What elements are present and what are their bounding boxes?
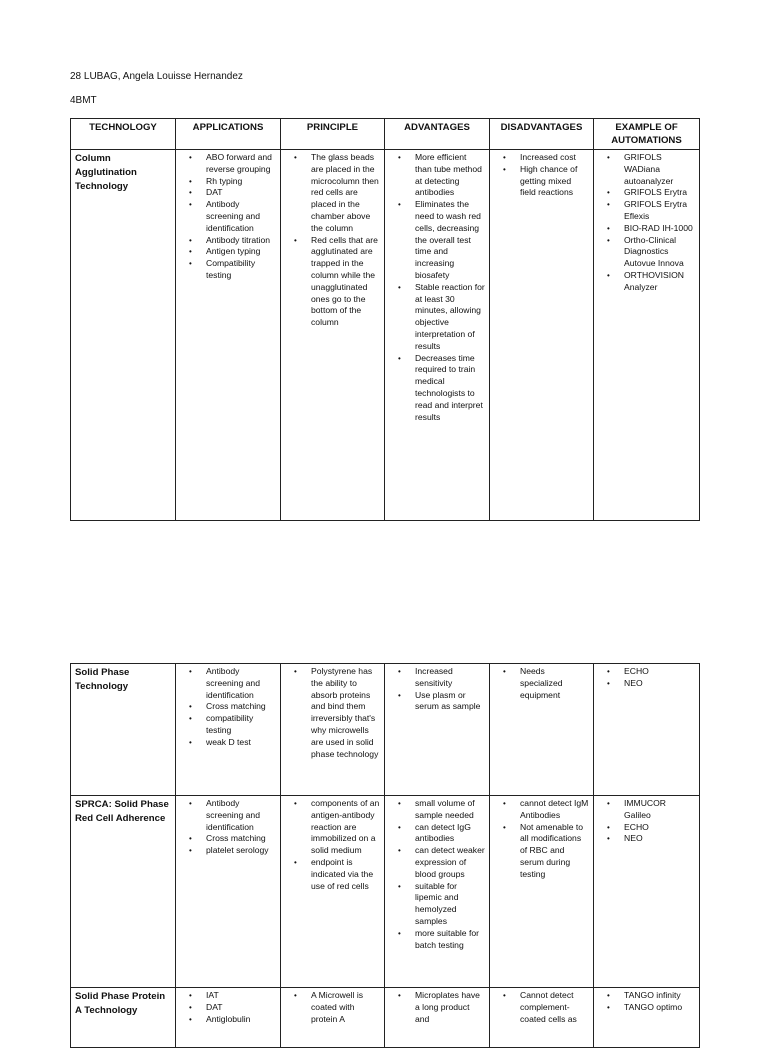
principle-cell — [281, 664, 385, 796]
list-item: • Microplates have a long product and — [415, 990, 485, 1025]
list-item: • platelet serology — [206, 845, 276, 857]
applications-list — [180, 152, 276, 282]
list-item: • Cross matching — [206, 833, 276, 845]
list-item: • NEO — [624, 833, 695, 845]
list-item: • IAT — [206, 990, 276, 1002]
principle-list — [285, 990, 380, 1025]
disadvantages-cell — [490, 150, 594, 521]
technology-cell: Column Agglutination Technology — [71, 150, 176, 521]
list-item: • Stable reaction for at least 30 minutes, allowing objective interpretation of results — [415, 282, 485, 353]
principle-list — [285, 152, 380, 329]
list-item: • DAT — [206, 1002, 276, 1014]
table-row — [71, 150, 700, 521]
table-row — [71, 796, 700, 988]
disadvantages-list — [494, 152, 589, 199]
list-item: • Antibody screening and identification — [206, 666, 276, 701]
comparison-table-2 — [70, 663, 700, 1048]
applications-list — [180, 798, 276, 857]
table-header-row — [71, 119, 700, 150]
list-item: • endpoint is indicated via the use of red cells — [311, 857, 380, 892]
list-item: • Needs specialized equipment — [520, 666, 589, 701]
automations-list — [598, 152, 695, 294]
comparison-table-1 — [70, 118, 700, 521]
list-item: • more suitable for batch testing — [415, 928, 485, 952]
table-row — [71, 664, 700, 796]
automations-cell — [594, 988, 700, 1048]
list-item: • DAT — [206, 187, 276, 199]
disadvantages-cell — [490, 796, 594, 988]
list-item: • Antiglobulin — [206, 1014, 276, 1026]
principle-cell — [281, 150, 385, 521]
column-header-applications: APPLICATIONS — [176, 119, 281, 150]
list-item: • can detect IgG antibodies — [415, 822, 485, 846]
column-header-principle: PRINCIPLE — [281, 119, 385, 150]
principle-cell — [281, 796, 385, 988]
list-item: • Antibody screening and identification — [206, 798, 276, 833]
automations-list — [598, 990, 695, 1014]
list-item: • BIO-RAD IH-1000 — [624, 223, 695, 235]
list-item: • TANGO infinity — [624, 990, 695, 1002]
automations-cell — [594, 664, 700, 796]
list-item: • ABO forward and reverse grouping — [206, 152, 276, 176]
list-item: • GRIFOLS WADiana autoanalyzer — [624, 152, 695, 187]
list-item: • Increased cost — [520, 152, 589, 164]
list-item: • Not amenable to all modifications of RBC and serum during testing — [520, 822, 589, 881]
applications-list — [180, 990, 276, 1025]
list-item: • cannot detect IgM Antibodies — [520, 798, 589, 822]
list-item: • GRIFOLS Erytra Eflexis — [624, 199, 695, 223]
list-item: • Eliminates the need to wash red cells, decreasing the overall test time and increasing biosafety — [415, 199, 485, 282]
table-row — [71, 988, 700, 1048]
technology-cell: Solid Phase Protein A Technology — [71, 988, 176, 1048]
principle-list — [285, 798, 380, 892]
list-item: • Antibody titration — [206, 235, 276, 247]
list-item: • Compatibility testing — [206, 258, 276, 282]
list-item: • ORTHOVISION Analyzer — [624, 270, 695, 294]
disadvantages-list — [494, 798, 589, 881]
column-header-disadvantages: DISADVANTAGES — [490, 119, 594, 150]
advantages-list — [389, 798, 485, 951]
list-item: • Use plasm or serum as sample — [415, 690, 485, 714]
list-item: • ECHO — [624, 666, 695, 678]
applications-cell — [176, 796, 281, 988]
student-name: 28 LUBAG, Angela Louisse Hernandez — [70, 71, 243, 82]
technology-cell: SPRCA: Solid Phase Red Cell Adherence — [71, 796, 176, 988]
student-section: 4BMT — [70, 95, 97, 106]
list-item: • suitable for lipemic and hemolyzed samples — [415, 881, 485, 928]
advantages-cell — [385, 796, 490, 988]
advantages-cell — [385, 150, 490, 521]
list-item: • Red cells that are agglutinated are trapped in the column while the unagglutinated ones go to the bottom of the column — [311, 235, 380, 329]
technology-cell: Solid Phase Technology — [71, 664, 176, 796]
principle-cell — [281, 988, 385, 1048]
list-item: • Polystyrene has the ability to absorb proteins and bind them irreversibly that's why microwells are used in solid phase technology — [311, 666, 380, 760]
list-item: • Rh typing — [206, 176, 276, 188]
list-item: • GRIFOLS Erytra — [624, 187, 695, 199]
list-item: • small volume of sample needed — [415, 798, 485, 822]
list-item: • components of an antigen-antibody reaction are immobilized on a solid medium — [311, 798, 380, 857]
automations-list — [598, 666, 695, 690]
applications-cell — [176, 988, 281, 1048]
list-item: • Cannot detect complement-coated cells as — [520, 990, 589, 1025]
disadvantages-cell — [490, 664, 594, 796]
list-item: • A Microwell is coated with protein A — [311, 990, 380, 1025]
list-item: • Antibody screening and identification — [206, 199, 276, 234]
list-item: • Antigen typing — [206, 246, 276, 258]
list-item: • Ortho-Clinical Diagnostics Autovue Innova — [624, 235, 695, 270]
advantages-list — [389, 666, 485, 713]
list-item: • More efficient than tube method at detecting antibodies — [415, 152, 485, 199]
disadvantages-cell — [490, 988, 594, 1048]
advantages-list — [389, 990, 485, 1025]
list-item: • TANGO optimo — [624, 1002, 695, 1014]
list-item: • compatibility testing — [206, 713, 276, 737]
column-header-technology: TECHNOLOGY — [71, 119, 176, 150]
advantages-cell — [385, 664, 490, 796]
list-item: • ECHO — [624, 822, 695, 834]
advantages-list — [389, 152, 485, 423]
automations-cell — [594, 796, 700, 988]
list-item: • The glass beads are placed in the microcolumn then red cells are placed in the chamber above the column — [311, 152, 380, 235]
applications-cell — [176, 664, 281, 796]
list-item: • NEO — [624, 678, 695, 690]
applications-cell — [176, 150, 281, 521]
list-item: • Increased sensitivity — [415, 666, 485, 690]
list-item: • IMMUCOR Galileo — [624, 798, 695, 822]
advantages-cell — [385, 988, 490, 1048]
applications-list — [180, 666, 276, 749]
disadvantages-list — [494, 990, 589, 1025]
list-item: • High chance of getting mixed field reactions — [520, 164, 589, 199]
disadvantages-list — [494, 666, 589, 701]
list-item: • Cross matching — [206, 701, 276, 713]
column-header-automations: EXAMPLE OF AUTOMATIONS — [594, 119, 700, 150]
automations-cell — [594, 150, 700, 521]
list-item: • can detect weaker expression of blood groups — [415, 845, 485, 880]
column-header-advantages: ADVANTAGES — [385, 119, 490, 150]
list-item: • weak D test — [206, 737, 276, 749]
principle-list — [285, 666, 380, 760]
automations-list — [598, 798, 695, 845]
list-item: • Decreases time required to train medical technologists to read and interpret results — [415, 353, 485, 424]
